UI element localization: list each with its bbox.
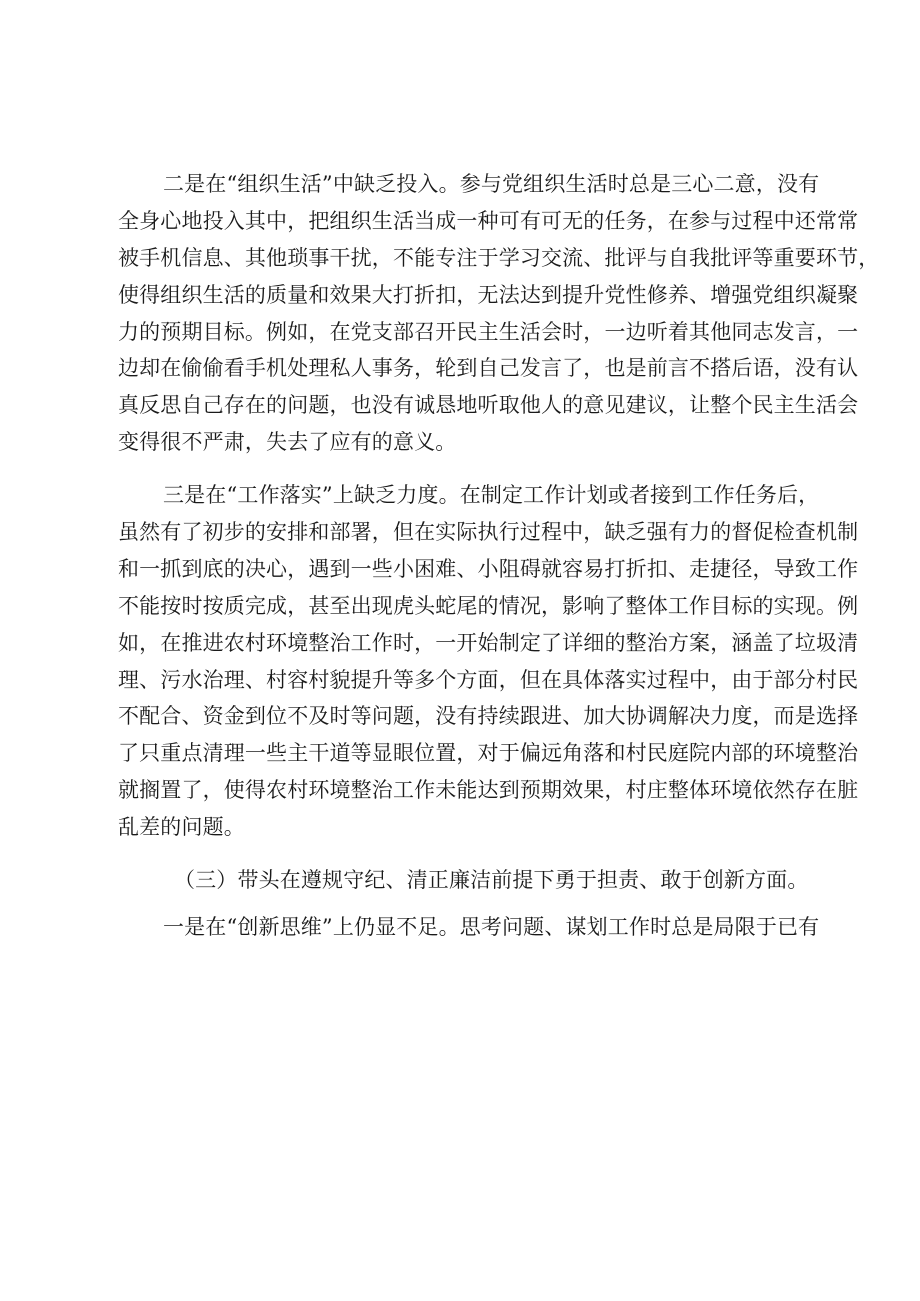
paragraph-line: 力的预期目标。例如，在党支部召开民主生活会时，一边听着其他同志发言，一: [118, 319, 859, 344]
paragraph-spacer: [118, 846, 814, 862]
paragraph-line: 如，在推进农村环境整治工作时，一开始制定了详细的整治方案，涵盖了垃圾清: [118, 630, 859, 655]
paragraph-line: 和一抓到底的决心，遇到一些小困难、小阻碍就容易打折扣、走捷径，导致工作: [118, 556, 859, 581]
paragraph-line: 不配合、资金到位不及时等问题，没有持续跟进、加大协调解决力度，而是选择: [118, 704, 859, 729]
paragraph-line: 三是在“工作落实”上缺乏力度。在制定工作计划或者接到工作任务后，: [163, 483, 820, 508]
paragraph-line: 全身心地投入其中，把组织生活当成一种可有可无的任务，在参与过程中还常常: [118, 208, 859, 233]
document-body: [118, 166, 880, 946]
paragraph-line: 二是在“组织生活”中缺乏投入。参与党组织生活时总是三心二意，没有: [163, 172, 820, 196]
paragraph-line: 使得组织生活的质量和效果大打折扣，无法达到提升党性修养、增强党组织凝聚: [118, 282, 859, 307]
paragraph-line: 不能按时按质完成，甚至出现虎头蛇尾的情况，影响了整体工作目标的实现。例: [118, 593, 859, 618]
paragraph-organizational-life: [118, 166, 880, 461]
paragraph-line: 虽然有了初步的安排和部署，但在实际执行过程中，缺乏强有力的督促检查机制: [118, 520, 859, 545]
paragraph-line: 理、污水治理、村容村貌提升等多个方面，但在具体落实过程中，由于部分村民: [118, 667, 859, 692]
paragraph-line: 变得很不严肃，失去了应有的意义。: [118, 430, 457, 455]
paragraph-line: 就搁置了，使得农村环境整治工作未能达到预期效果，村庄整体环境依然存在脏: [118, 778, 859, 803]
paragraph-line: 被手机信息、其他琐事干扰，不能专注于学习交流、批评与自我批评等重要环节，: [118, 245, 880, 270]
paragraph-spacer: [118, 461, 814, 477]
paragraph-line: 边却在偷偷看手机处理私人事务，轮到自己发言了，也是前言不搭后语，没有认: [118, 356, 859, 381]
paragraph-line: 一是在“创新思维”上仍显不足。思考问题、谋划工作时总是局限于已有: [163, 914, 820, 939]
paragraph-line: 真反思自己存在的问题，也没有诚恳地听取他人的意见建议，让整个民主生活会: [118, 393, 859, 418]
paragraph-spacer: [118, 899, 814, 909]
paragraph-work-implementation: [118, 477, 859, 846]
paragraph-line: 乱差的问题。: [118, 815, 245, 840]
section-heading: （三）带头在遵规守纪、清正廉洁前提下勇于担责、敢于创新方面。: [174, 868, 809, 893]
paragraph-line: 了只重点清理一些主干道等显眼位置，对于偏远角落和村民庭院内部的环境整治: [118, 741, 859, 766]
